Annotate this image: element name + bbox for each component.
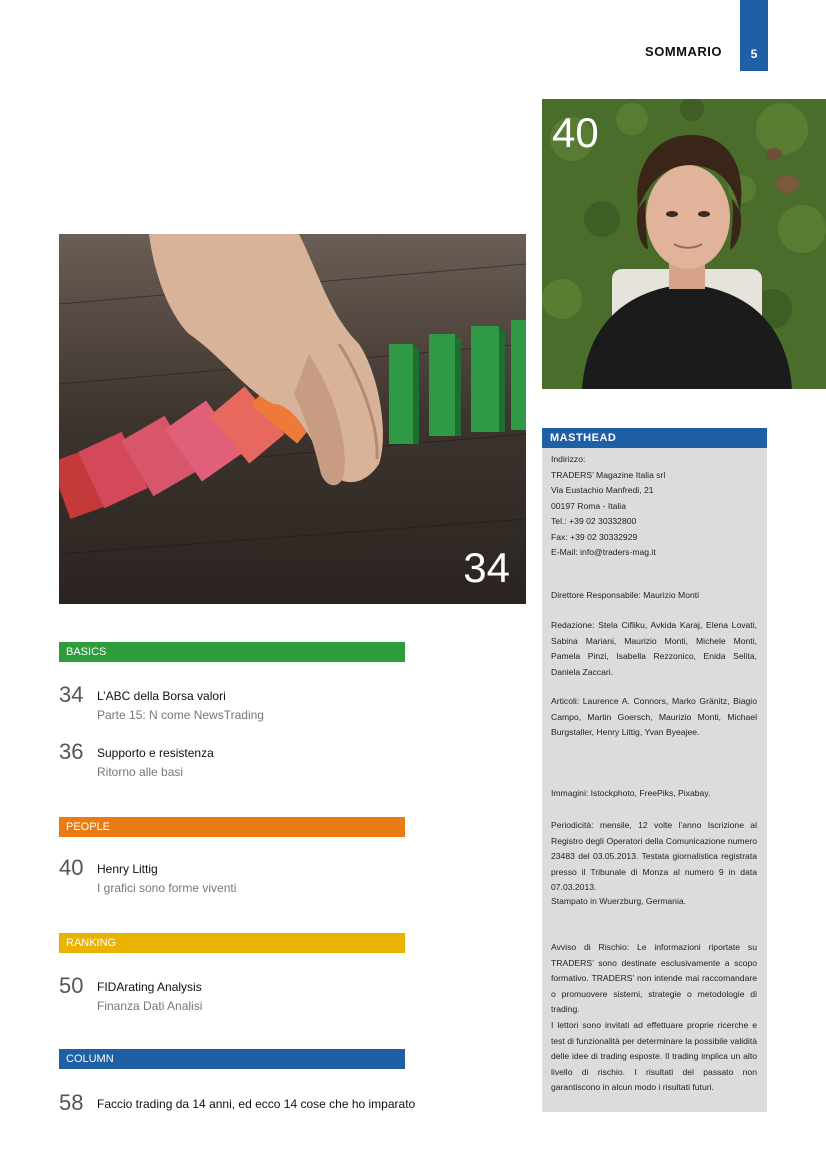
section-bar-people: PEOPLE — [59, 817, 405, 837]
entry-title: FIDArating Analysis — [97, 980, 202, 994]
portrait-photo — [542, 99, 826, 389]
entry-title: Henry Littig — [97, 862, 158, 876]
section-bar-column: COLUMN — [59, 1049, 405, 1069]
entry-page-number: 58 — [59, 1090, 84, 1115]
entry-page-number: 34 — [59, 682, 84, 707]
page-number: 5 — [750, 47, 758, 61]
domino-photo-number: 34 — [463, 544, 510, 591]
section-title: SOMMARIO — [645, 44, 722, 59]
address-line: Indirizzo: — [551, 454, 586, 464]
entry-subtitle: Ritorno alle basi — [97, 765, 184, 779]
masthead-articles: Articoli: Laurence A. Connors, Marko Gränitz, Biagio Campo, Martin Goersch, Maurizio Monti, Michael Burgstaller, Henry Littig, Yvan Byeajee. — [551, 696, 757, 737]
entry-page-number: 36 — [59, 739, 84, 764]
entry-title: Faccio trading da 14 anni, ed ecco 14 cose che ho imparato — [97, 1097, 416, 1111]
masthead-director: Direttore Responsabile: Maurizio Monti — [551, 590, 700, 600]
page-number-tab — [740, 0, 768, 71]
masthead-printed: Stampato in Wuerzburg, Germania. — [551, 896, 687, 906]
address-line: 00197 Roma - Italia — [551, 500, 626, 511]
masthead-publication: Periodicità: mensile, 12 volte l’anno Iscrizione al Registro degli Operatori della Comunicazione numero 23483 del 03.05.2013. Testata giornalistica registrata presso il Tribunale di Monza al numero 9 in data 07.03.2013. — [551, 820, 757, 892]
section-bar-ranking: RANKING — [59, 933, 405, 953]
entry-subtitle: Finanza Dati Analisi — [97, 999, 203, 1013]
entry-title: L’ABC della Borsa valori — [97, 689, 226, 703]
section-bar-basics: BASICS — [59, 642, 405, 662]
address-line: Fax: +39 02 30332929 — [551, 531, 638, 542]
entry-page-number: 40 — [59, 855, 84, 880]
entry-subtitle: I grafici sono forme viventi — [97, 881, 237, 895]
entry-page-number: 50 — [59, 973, 84, 998]
masthead-risk-notice: Avviso di Rischio: Le informazioni riportate su TRADERS’ sono destinate esclusivamente a scopo formativo. TRADERS’ non intende mai raccomandare o promuovere sistemi, strategie o metodologie di trading. — [551, 942, 757, 1014]
portrait-photo-number: 40 — [552, 109, 599, 156]
address-line: TRADERS’ Magazine Italia srl — [551, 469, 666, 480]
masthead-panel — [542, 428, 767, 1112]
entry-subtitle: Parte 15: N come NewsTrading — [97, 708, 264, 722]
address-line: E-Mail: info@traders-mag.it — [551, 547, 656, 557]
masthead-title: MASTHEAD — [542, 428, 767, 448]
address-line: Via Eustachio Manfredi, 21 — [551, 485, 654, 495]
domino-illustration — [59, 234, 526, 604]
domino-photo — [59, 234, 526, 604]
masthead-editorial: Redazione: Stela Cifliku, Avkida Karaj, Elena Lovati, Sabina Mariani, Maurizio Monti, Michele Monti, Pamela Pinzi, Isabella Rezzonico, Enida Selita, Daniela Zaccari. — [551, 620, 757, 677]
entry-title: Supporto e resistenza — [97, 746, 214, 760]
masthead-images: Immagini: Istockphoto, FreePiks, Pixabay. — [551, 788, 711, 798]
masthead-readers-notice: I lettori sono invitati ad effettuare proprie ricerche e test di funzionalità per determinare la possibile validità delle idee di trading esposte. Il trading implica un alto livello di rischio. I risultati del passato non garantiscono in alcun modo i risultati futuri. — [551, 1020, 757, 1092]
masthead-address — [551, 452, 757, 561]
address-line: Tel.: +39 02 30332800 — [551, 516, 637, 526]
